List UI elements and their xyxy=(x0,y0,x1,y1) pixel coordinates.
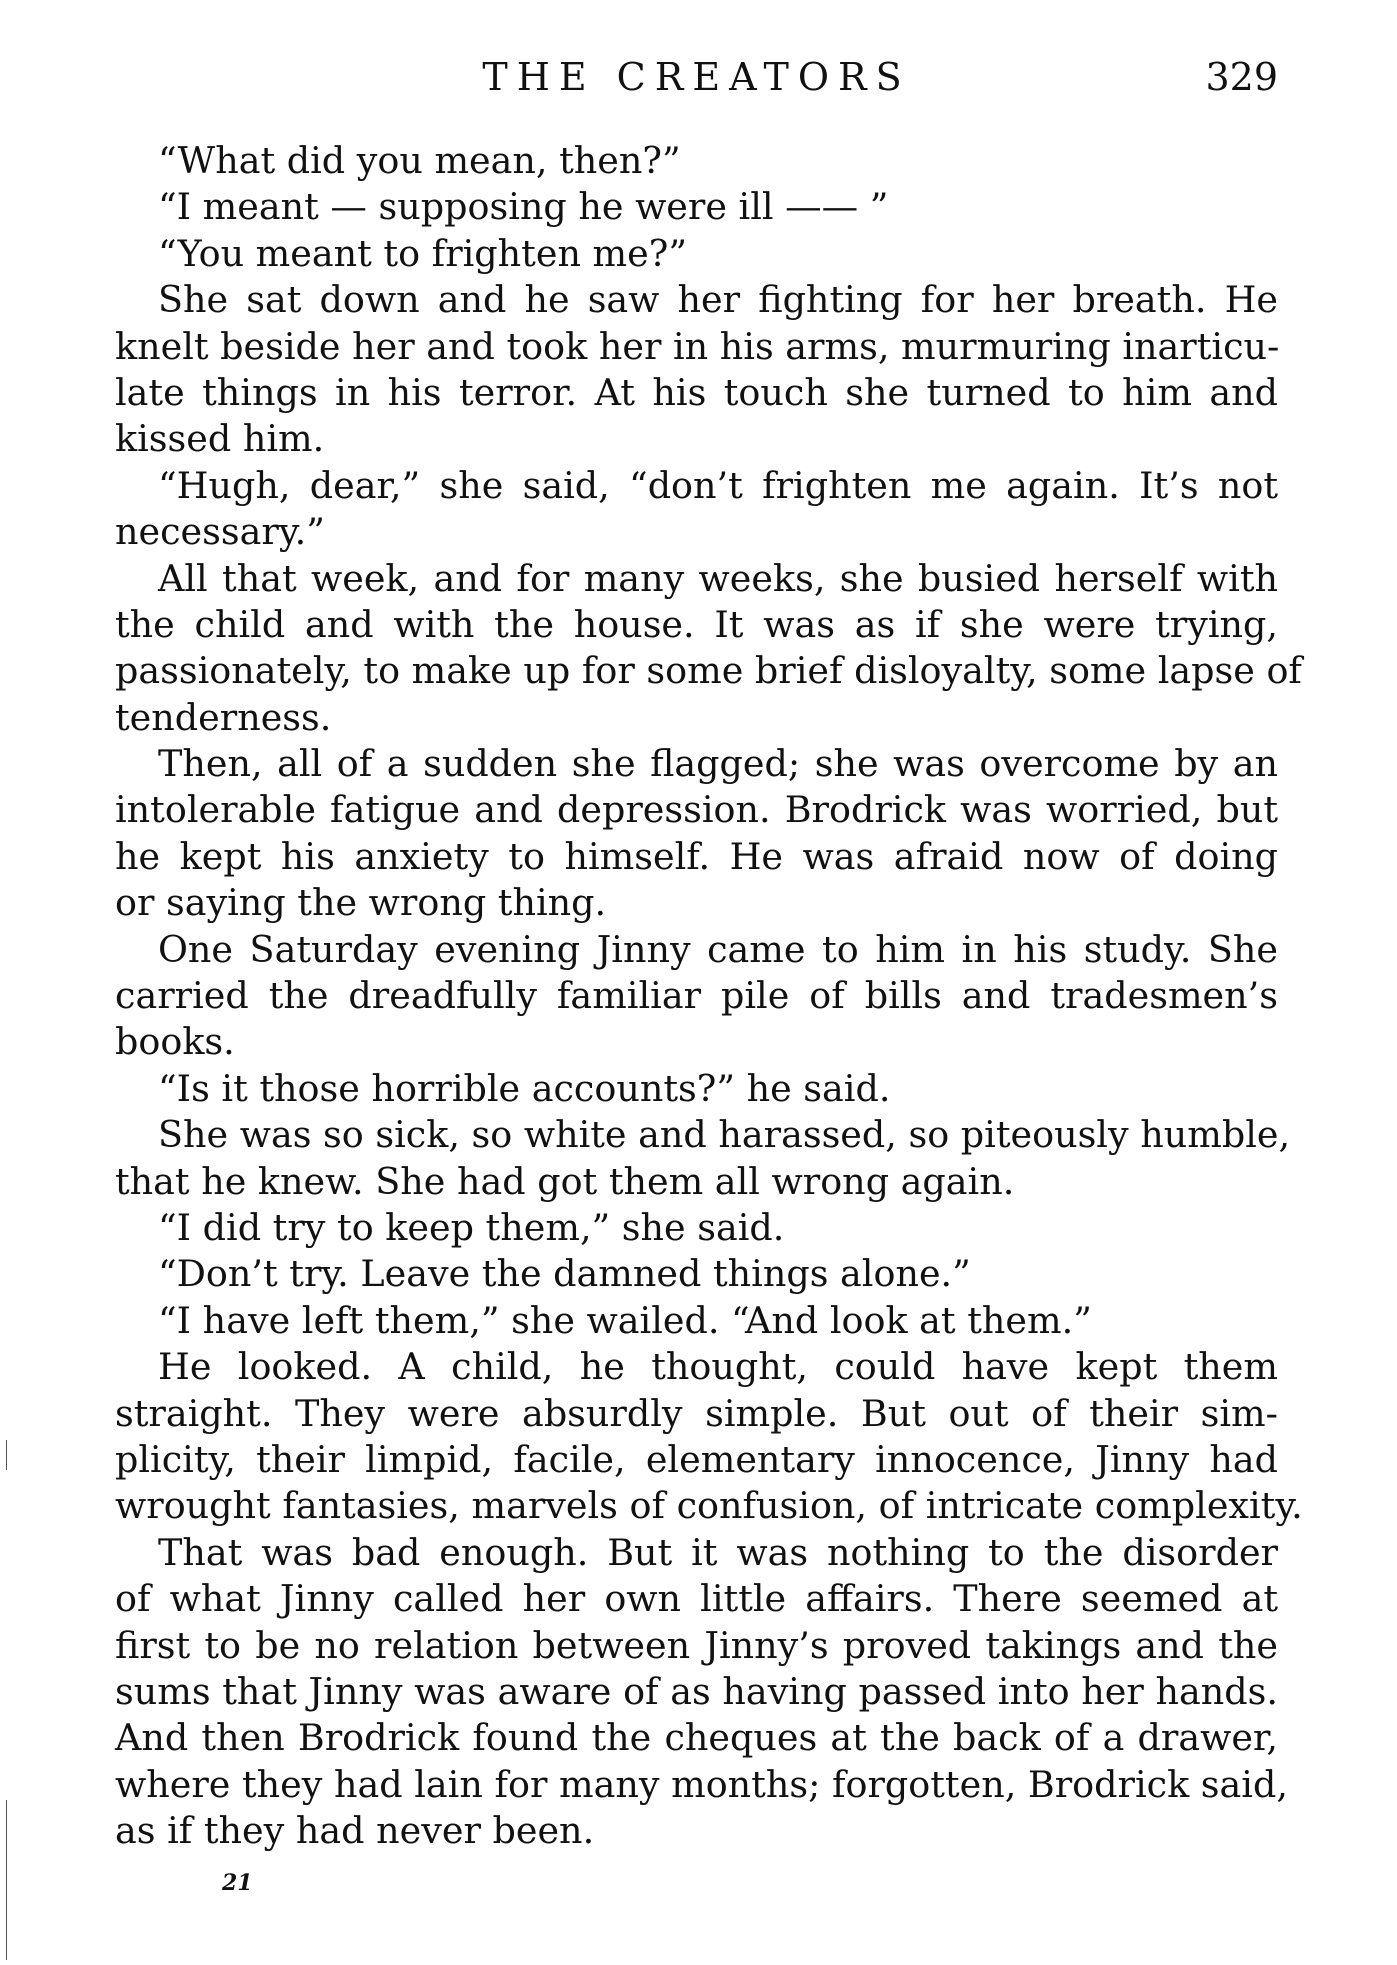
running-title: THE CREATORS xyxy=(482,55,911,99)
text-line: tenderness. xyxy=(115,695,332,739)
text-line: necessary.” xyxy=(115,510,325,554)
text-line: She sat down and he saw her fighting for her breath. He xyxy=(158,278,1278,322)
text-line: sums that Jinny was aware of as having passed into her hands. xyxy=(115,1669,1278,1713)
text-line: And then Brodrick found the cheques at the back of a drawer, xyxy=(115,1716,1278,1760)
text-line: that he knew. She had got them all wrong again. xyxy=(115,1159,1015,1203)
text-line: “Is it those horrible accounts?” he said. xyxy=(158,1066,891,1110)
text-line: passionately, to make up for some brief disloyalty, some lapse of xyxy=(115,649,1302,693)
text-line: “Don’t try. Leave the damned things alone.” xyxy=(158,1252,971,1296)
text-line: of what Jinny called her own little affairs. There seemed at xyxy=(115,1577,1278,1621)
text-line: That was bad enough. But it was nothing to the disorder xyxy=(158,1530,1278,1574)
text-line: the child and with the house. It was as if she were trying, xyxy=(115,602,1278,646)
text-line: “I meant — supposing he were ill —— ” xyxy=(158,185,889,229)
text-line: “You meant to frighten me?” xyxy=(158,231,688,275)
text-line: “Hugh, dear,” she said, “don’t frighten me again. It’s not xyxy=(158,463,1278,507)
text-line: “What did you mean, then?” xyxy=(158,139,681,182)
margin-rule xyxy=(6,1800,7,1960)
text-line: first to be no relation between Jinny’s proved takings and the xyxy=(115,1623,1278,1667)
running-head xyxy=(115,52,1278,102)
text-line: or saying the wrong thing. xyxy=(115,881,607,925)
text-line: where they had lain for many months; forgotten, Brodrick said, xyxy=(115,1762,1288,1806)
text-line: he kept his anxiety to himself. He was afraid now of doing xyxy=(115,834,1278,878)
text-line: kissed him. xyxy=(115,417,325,461)
text-line: late things in his terror. At his touch she turned to him and xyxy=(115,370,1278,414)
text-line: straight. They were absurdly simple. But out of their sim- xyxy=(115,1391,1278,1435)
text-line: “I have left them,” she wailed. “And look at them.” xyxy=(158,1298,1092,1342)
text-line: plicity, their limpid, facile, elementary innocence, Jinny had xyxy=(115,1437,1278,1481)
text-line: knelt beside her and took her in his arms, murmuring inarticu- xyxy=(115,324,1280,368)
text-line: One Saturday evening Jinny came to him in his study. She xyxy=(158,927,1278,971)
text-line: He looked. A child, he thought, could have kept them xyxy=(158,1345,1278,1389)
text-line: intolerable fatigue and depression. Brodrick was worried, but xyxy=(115,788,1278,832)
signature-mark: 21 xyxy=(222,1870,253,1896)
text-line: All that week, and for many weeks, she busied herself with xyxy=(158,556,1278,600)
margin-rule xyxy=(6,1440,7,1470)
text-line: wrought fantasies, marvels of confusion, of intricate complexity. xyxy=(115,1484,1303,1528)
text-line: “I did try to keep them,” she said. xyxy=(158,1205,785,1249)
text-line: carried the dreadfully familiar pile of bills and tradesmen’s xyxy=(115,974,1278,1018)
text-line: She was so sick, so white and harassed, so piteously humble, xyxy=(158,1113,1291,1157)
text-line: Then, all of a sudden she flagged; she was overcome by an xyxy=(158,742,1278,786)
text-line: as if they had never been. xyxy=(115,1809,595,1853)
body-text xyxy=(115,138,1303,1854)
text-line: books. xyxy=(115,1020,235,1064)
page-number: 329 xyxy=(1205,55,1278,99)
